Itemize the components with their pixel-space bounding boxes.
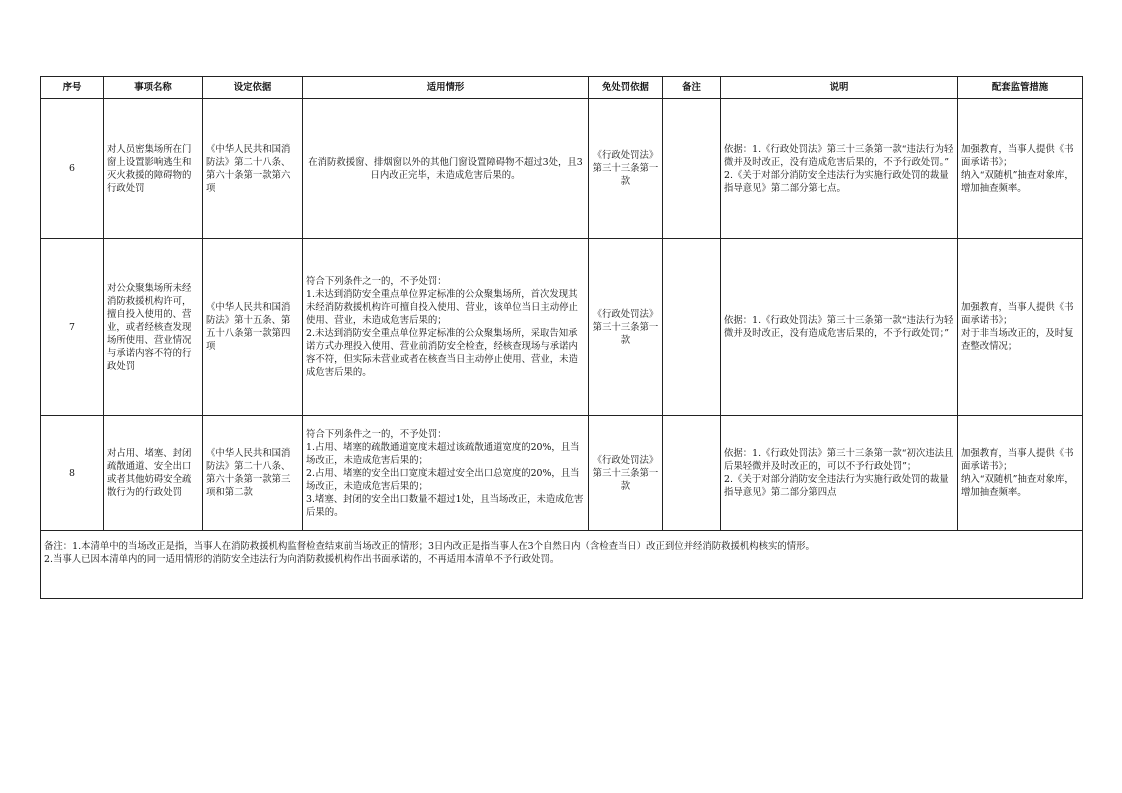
- cell-serial-no: 8: [41, 416, 104, 531]
- cell-explanation: 依据：1.《行政处罚法》第三十三条第一款“违法行为轻微并及时改正，没有造成危害后果的，不予行政处罚。” 2.《关于对部分消防安全违法行为实施行政处罚的裁量指导意见》第二部分第七点。: [721, 99, 958, 239]
- cell-exemption-basis: 《行政处罚法》第三十三条第一款: [589, 99, 663, 239]
- cell-item-name: 对人员密集场所在门窗上设置影响逃生和灭火救援的障碍物的行政处罚: [104, 99, 203, 239]
- cell-remark: [663, 416, 721, 531]
- footnote-line-2: 2.当事人已因本清单内的同一适用情形的消防安全违法行为向消防救援机构作出书面承诺的，不再适用本清单不予行政处罚。: [44, 554, 560, 565]
- cell-explanation: 依据：1.《行政处罚法》第三十三条第一款“初次违法且后果轻微并及时改正的，可以不予行政处罚”； 2.《关于对部分消防安全违法行为实施行政处罚的裁量指导意见》第二部分第四点: [721, 416, 958, 531]
- table-row: [41, 239, 1083, 416]
- table-note-row: [41, 531, 1083, 599]
- cell-applicable-situation: 符合下列条件之一的，不予处罚： 1.占用、堵塞的疏散通道宽度未超过该疏散通道宽度的20%，且当场改正，未造成危害后果的； 2.占用、堵塞的安全出口宽度未超过安全出口总宽度的20%，且当场改正，未造成危害后果的； 3.堵塞、封闭的安全出口数量不超过1处，且当场改正，未造成危害后果的。: [303, 416, 589, 531]
- cell-exemption-basis: 《行政处罚法》第三十三条第一款: [589, 239, 663, 416]
- footnote-line-1: 备注：1.本清单中的当场改正是指，当事人在消防救援机构监督检查结束前当场改正的情形；3日内改正是指当事人在3个自然日内（含检查当日）改正到位并经消防救援机构核实的情形。: [44, 541, 815, 552]
- cell-applicable-situation: 符合下列条件之一的，不予处罚： 1.未达到消防安全重点单位界定标准的公众聚集场所，首次发现其未经消防救援机构许可擅自投入使用、营业，该单位当日主动停止使用、营业，未造成危害后果的； 2.未达到消防安全重点单位界定标准的公众聚集场所，采取告知承诺方式办理投入使用、营业前消防安全检查，经核查现场与承诺内容不符，但实际未营业或者在核查当日主动停止使用、营业，未造成危害后果的。: [303, 239, 589, 416]
- header-serial-no: 序号: [41, 77, 104, 99]
- table-footnote: [41, 531, 1083, 599]
- table-header-row: [41, 77, 1083, 99]
- cell-item-name: 对占用、堵塞、封闭疏散通道、安全出口或者其他妨碍安全疏散行为的行政处罚: [104, 416, 203, 531]
- cell-serial-no: 6: [41, 99, 104, 239]
- header-supporting-measures: 配套监管措施: [958, 77, 1083, 99]
- cell-serial-no: 7: [41, 239, 104, 416]
- exemption-list-table: [40, 76, 1083, 599]
- cell-remark: [663, 239, 721, 416]
- header-remark: 备注: [663, 77, 721, 99]
- header-exemption-basis: 免处罚依据: [589, 77, 663, 99]
- cell-applicable-situation: 在消防救援窗、排烟窗以外的其他门窗设置障碍物不超过3处，且3日内改正完毕，未造成危害后果的。: [303, 99, 589, 239]
- cell-legal-basis: 《中华人民共和国消防法》第二十八条、第六十条第一款第三项和第二款: [203, 416, 303, 531]
- header-item-name: 事项名称: [104, 77, 203, 99]
- header-explanation: 说明: [721, 77, 958, 99]
- cell-legal-basis: 《中华人民共和国消防法》第十五条、第五十八条第一款第四项: [203, 239, 303, 416]
- table-row: [41, 416, 1083, 531]
- cell-supporting-measures: 加强教育，当事人提供《书面承诺书》； 纳入“双随机”抽查对象库，增加抽查频率。: [958, 416, 1083, 531]
- cell-explanation: 依据：1.《行政处罚法》第三十三条第一款“违法行为轻微并及时改正，没有造成危害后果的，不予行政处罚；”: [721, 239, 958, 416]
- cell-supporting-measures: 加强教育，当事人提供《书面承诺书》； 对于非当场改正的，及时复查整改情况；: [958, 239, 1083, 416]
- header-legal-basis: 设定依据: [203, 77, 303, 99]
- cell-item-name: 对公众聚集场所未经消防救援机构许可，擅自投入使用的、营业，或者经核查发现场所使用、营业情况与承诺内容不符的行政处罚: [104, 239, 203, 416]
- header-applicable-situation: 适用情形: [303, 77, 589, 99]
- cell-remark: [663, 99, 721, 239]
- table-row: [41, 99, 1083, 239]
- cell-legal-basis: 《中华人民共和国消防法》第二十八条、第六十条第一款第六项: [203, 99, 303, 239]
- cell-supporting-measures: 加强教育，当事人提供《书面承诺书》； 纳入“双随机”抽查对象库，增加抽查频率。: [958, 99, 1083, 239]
- cell-exemption-basis: 《行政处罚法》第三十三条第一款: [589, 416, 663, 531]
